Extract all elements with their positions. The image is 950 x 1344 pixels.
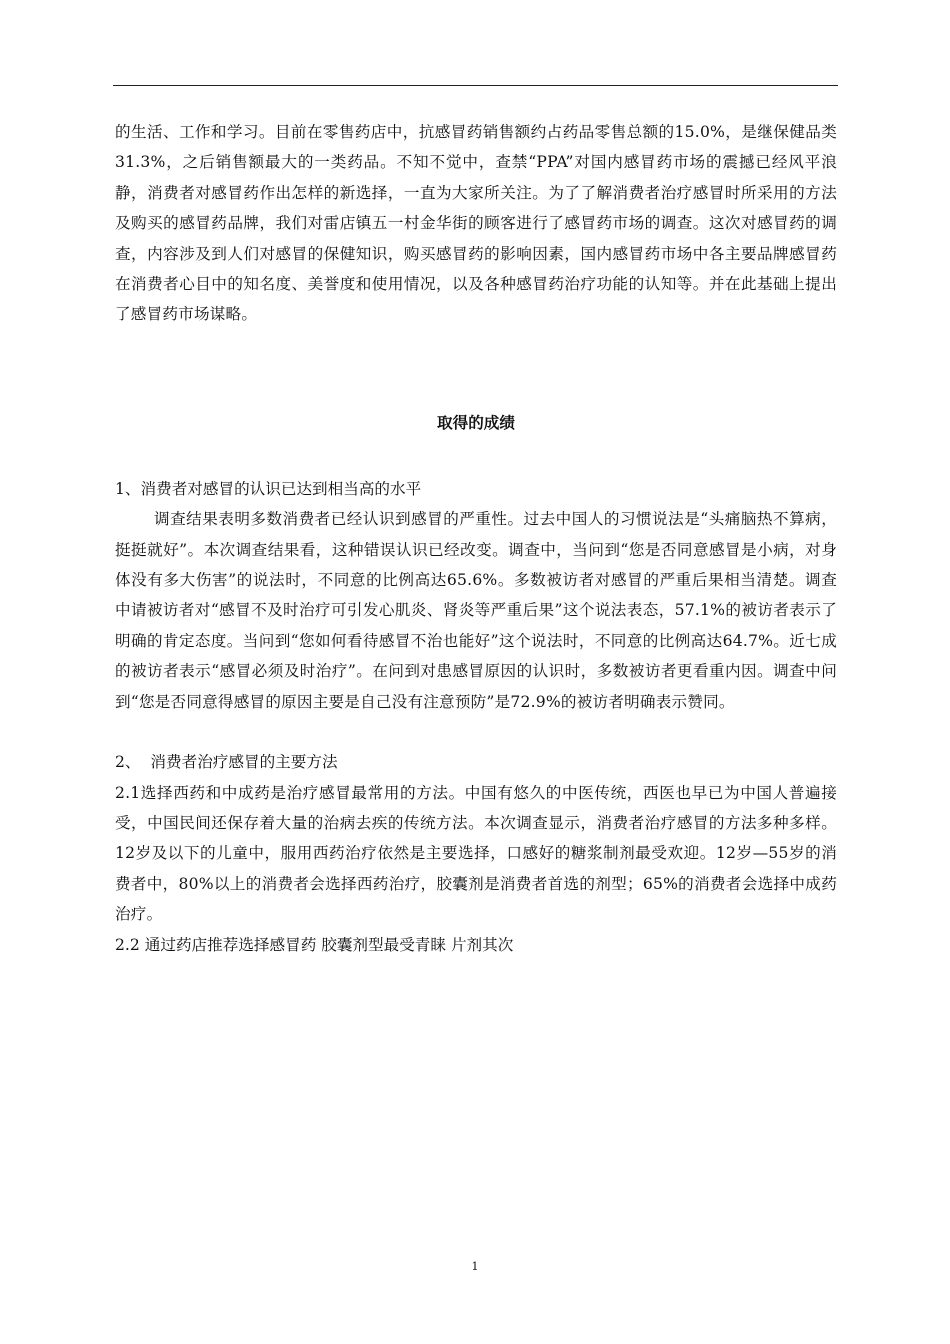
point-2-1-paragraph: 2.1选择西药和中成药是治疗感冒最常用的方法。中国有悠久的中医传统，西医也早已为中国人普遍接受，中国民间还保存着大量的治病去疾的传统方法。本次调查显示，消费者治疗感冒的方法多种多样。12岁及以下的儿童中，服用西药治疗依然是主要选择，口感好的糖浆制剂最受欢迎。12岁—55岁的消费者中，80%以上的消费者会选择西药治疗，胶囊剂是消费者首选的剂型；65%的消费者会选择中成药治疗。 [115, 783, 837, 924]
point-1-paragraph: 调查结果表明多数消费者已经认识到感冒的严重性。过去中国人的习惯说法是“头痛脑热不算病，挺挺就好”。本次调查结果看，这种错误认识已经改变。调查中，当问到“您是否同意感冒是小病，对身体没有多大伤害”的说法时，不同意的比例高达65.6%。多数被访者对感冒的严重后果相当清楚。调查中请被访者对“感冒不及时治疗可引发心肌炎、肾炎等严重后果”这个说法表态，57.1%的被访者表示了明确的肯定态度。当问到“您如何看待感冒不治也能好”这个说法时，不同意的比例高达64.7%。近七成的被访者表示“感冒必须及时治疗”。在问到对患感冒原因的认识时，多数被访者更看重内因。调查中问到“您是否同意得感冒的原因主要是自己没有注意预防”是72.9%的被访者明确表示赞同。 [115, 510, 837, 711]
section-title: 取得的成绩 [437, 413, 515, 432]
header-rule [113, 85, 838, 86]
point-2-heading: 2、 消费者治疗感冒的主要方法 [115, 753, 338, 772]
point-2-2-heading: 2.2 通过药店推荐选择感冒药 胶囊剂型最受青睐 片剂其次 [115, 935, 514, 954]
point-1-heading: 1、消费者对感冒的认识已达到相当高的水平 [115, 479, 422, 498]
page-number: 1 [471, 1260, 479, 1273]
intro-paragraph: 的生活、工作和学习。目前在零售药店中，抗感冒药销售额约占药品零售总额的15.0%，是继保健品类31.3%，之后销售额最大的一类药品。不知不觉中，查禁“PPA”对国内感冒药市场的震撼已经风平浪静，消费者对感冒药作出怎样的新选择，一直为大家所关注。为了了解消费者治疗感冒时所采用的方法及购买的感冒药品牌，我们对雷店镇五一村金华街的顾客进行了感冒药市场的调查。这次对感冒药的调查，内容涉及到人们对感冒的保健知识，购买感冒药的影响因素，国内感冒药市场中各主要品牌感冒药在消费者心目中的知名度、美誉度和使用情况，以及各种感冒药治疗功能的认知等。并在此基础上提出了感冒药市场谋略。 [115, 123, 837, 324]
document-body [115, 117, 837, 960]
spacer [115, 717, 837, 747]
